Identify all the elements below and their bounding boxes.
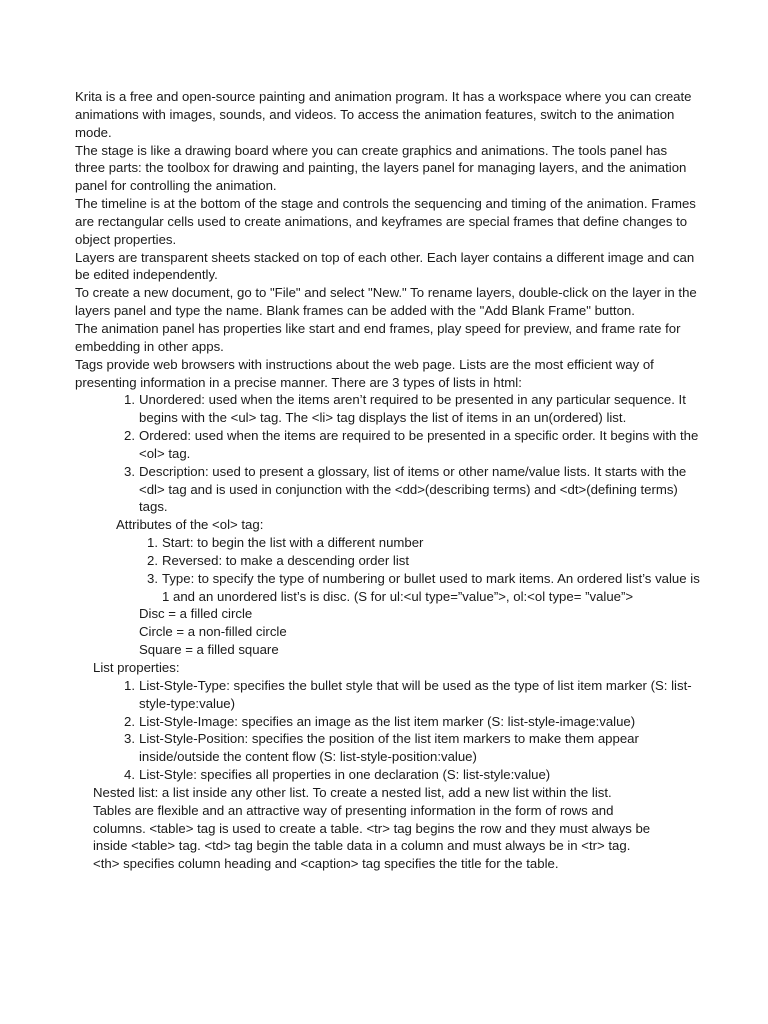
list-properties-heading: List properties: [93,660,180,675]
list-item [124,766,700,784]
list-item-text: Description: used to present a glossary, list of items or other name/value lists. It starts with the <dl> tag and is used in conjunction with the <dd>(describing terms) and <dt>(defining terms) tags. [139,463,687,515]
paragraph-tags: Tags provide web browsers with instructions about the web page. Lists are the most efficient way of presenting information in a precise manner. There are 3 types of lists in html: [75,356,654,390]
paragraph-tables: Tables are flexible and an attractive way of presenting information in the form of rows and columns. <table> tag is used to create a table. <tr> tag begins the row and they must always be inside <table> tag. <td> tag begin the table data in a column and must always be in <tr> tag. <th> specifies column heading and <caption> tag specifies the title for the table. [93,802,651,872]
list-number: 1. [124,677,135,693]
paragraph-nested-list: Nested list: a list inside any other list. To create a nested list, add a new list within the list. [93,784,612,800]
list-item [124,391,700,427]
list-number: 2. [147,552,158,568]
list-number: 1. [124,392,135,408]
list-item [124,427,700,463]
attributes-heading: Attributes of the <ol> tag: [116,517,264,533]
list-item-text: List-Style-Position: specifies the position of the list item markers to make them appear inside/outside the content flow (S: list-style-position:value) [139,731,639,765]
list-item [124,713,700,731]
document-body [75,88,700,873]
list-number: 1. [147,535,158,551]
attributes-list [75,534,700,605]
list-number: 2. [124,713,135,729]
list-number: 2. [124,428,135,444]
list-number: 3. [124,463,135,479]
paragraph-new-document: To create a new document, go to "File" and select "New." To rename layers, double-click on the layer in the layers panel and type the name. Blank frames can be added with the "Add Blank Frame" button. [75,285,697,319]
list-item-text: Reversed: to make a descending order list [162,552,410,568]
list-item-text: List-Style-Image: specifies an image as the list item marker (S: list-style-image:value) [139,713,636,729]
list-item-text: List-Style: specifies all properties in one declaration (S: list-style:value) [139,767,551,783]
list-item [147,570,700,606]
list-item-text: Type: to specify the type of numbering or bullet used to mark items. An ordered list’s value is 1 and an unordered list’s is disc. (S for ul:<ul type=”value”>, ol:<ol type= ”value”> [162,570,700,604]
list-item-text: Ordered: used when the items are required to be presented in a specific order. It begins with the <ol> tag. [139,428,699,461]
list-item [124,463,700,517]
paragraph-stage: The stage is like a drawing board where you can create graphics and animations. The tools panel has three parts: the toolbox for drawing and painting, the layers panel for managing layers, and the animation panel for controlling the animation. [75,142,687,194]
list-item [124,730,700,766]
bullet-type-square: Square = a filled square [139,642,279,658]
paragraph-krita-intro: Krita is a free and open-source painting and animation program. It has a workspace where you can create animations with images, sounds, and videos. To access the animation features, switch to the animation mode. [75,89,692,140]
bullet-type-disc: Disc = a filled circle [139,606,253,622]
paragraph-animation-panel: The animation panel has properties like start and end frames, play speed for preview, and frame rate for embedding in other apps. [75,320,681,354]
list-number: 3. [147,570,158,586]
list-properties-list [75,677,700,784]
paragraph-timeline: The timeline is at the bottom of the stage and controls the sequencing and timing of the animation. Frames are rectangular cells used to create animations, and keyframes are special frames that define changes to object properties. [75,196,696,247]
paragraph-layers: Layers are transparent sheets stacked on top of each other. Each layer contains a different image and can be edited independently. [75,249,695,283]
list-item-text: List-Style-Type: specifies the bullet style that will be used as the type of list item marker (S: list-style-type:value) [139,677,692,711]
list-number: 4. [124,767,135,783]
list-item [147,552,700,570]
list-types-list [75,391,700,516]
list-item [147,534,700,552]
list-number: 3. [124,731,135,747]
list-item-text: Unordered: used when the items aren’t required to be presented in any particular sequence. It begins with the <ul> tag. The <li> tag displays the list of items in an un(ordered) list. [139,392,686,426]
list-item-text: Start: to begin the list with a different number [162,535,424,551]
bullet-type-circle: Circle = a non-filled circle [139,624,287,640]
list-item [124,677,700,713]
